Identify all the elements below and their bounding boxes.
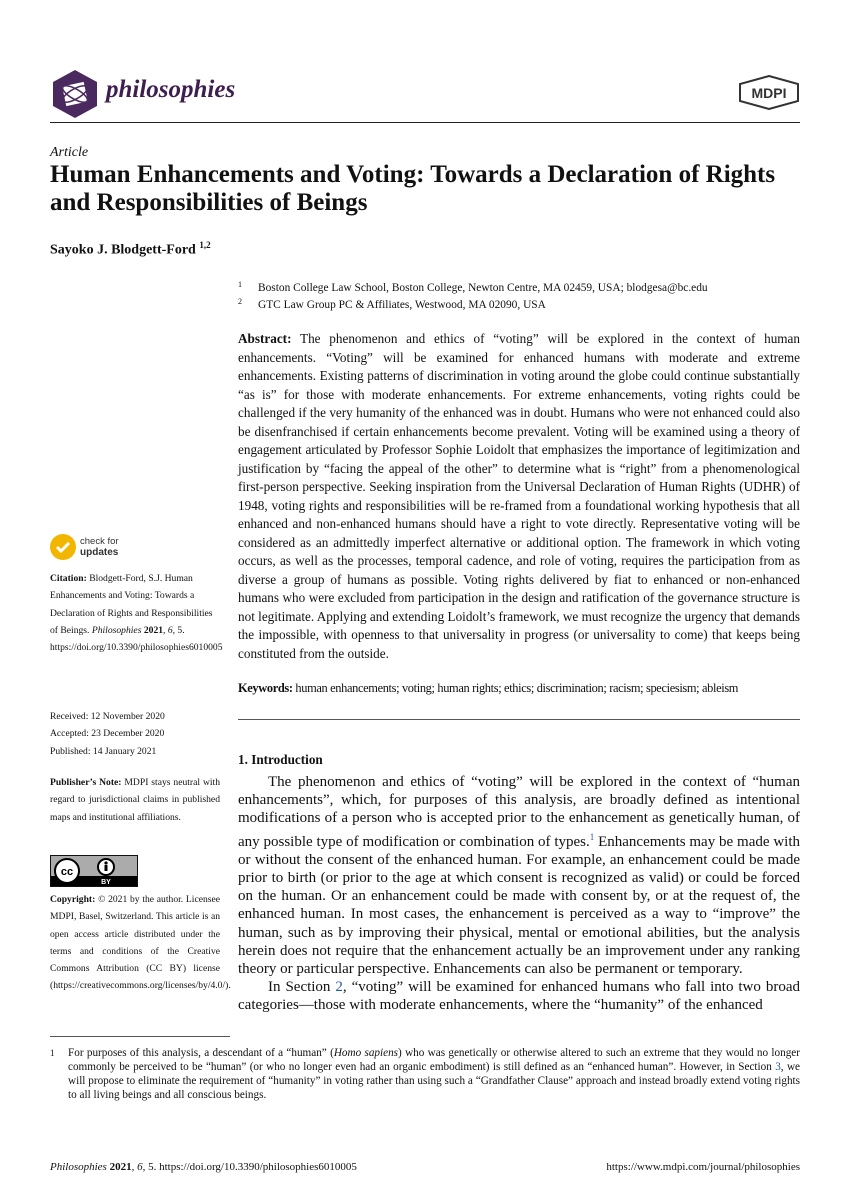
svg-text:BY: BY bbox=[101, 879, 111, 886]
header-rule bbox=[50, 122, 800, 123]
abstract-text: The phenomenon and ethics of “voting” will be explored in the context of human enhancements. “Voting” will be examined for enhanced humans with moderate and extreme enhancements. Existing patterns of discrimination in voting around the globe could continue substantially “as is” for those with moderate enhancements. For extreme enhancements, voting rights could be challenged if the very humanity of the enhanced was in doubt. Humans who were not enhanced could also be disenfranchised if certain enhancements become prevalent. Voting will be examined using a theory of engagement articulated by Professor Sophie Loidolt that emphasizes the importance of legitimization and justification by “facing the appeal of the other” to determine what is “right” from a phenomenological first-person perspective. Seeking inspiration from the Universal Declaration of Human Rights (UDHR) of 1948, voting rights and responsibilities will be re-framed from a foundational working hypothesis that all enhanced and non-enhanced humans should have a right to vote directly. Representative voting will be considered as an admittedly imperfect alternative or additional option. The framework in which voting occurs, as well as the processes, temporal cadence, and role of voting, requires the participation from as diverse a group of humans as possible. Voting rights delivered by fiat to enhanced or non-enhanced humans who were excluded from participation in the design and ratification of the governance structure is not legitimate. Applying and extending Loidolt’s framework, we must recognize the urgency that demands the impossible, with openness to that universality in progress (or universality to come) that keeps being constituted from the outside. bbox=[238, 331, 801, 661]
paragraph-1: The phenomenon and ethics of “voting” will be explored in the context of “human enhancements”, which, for purposes of this analysis, are broadly defined as intentional modifications of a person who is accepted prior to the enhancement as genetically human, of any possible type of modification or combination of types.$^1$ Enhancements may be made with or without the consent of the enhanced human. For example, an enhancement could be made prior to birth (or prior to the age at which consent is recognized as valid) or could be forced on the human. Or an enhancement could be made with consent by, or at the request of, the enhanced human. In most cases, the enhancement is perceived as a way to “improve” the human, such as by improving their physical, mental or emotional abilities, but the analysis herein does not require that the enhancement actually be an improvement under any ranking theory or particular perspective. Enhancements can also be permanent or temporary. bbox=[238, 774, 800, 978]
author-name[interactable]: Sayoko J. Blodgett-Ford $^{1,2}$ bbox=[50, 240, 211, 258]
citation-label: Citation: bbox=[50, 573, 87, 584]
dates-block bbox=[50, 708, 220, 760]
footer-journal-url[interactable]: https://www.mdpi.com/journal/philosophies bbox=[606, 1161, 800, 1173]
cc-by-license-badge[interactable] bbox=[50, 855, 138, 887]
copyright-block: Copyright: © 2021 by the author. Licensee MDPI, Basel, Switzerland. This article is an open access article distributed under the terms and conditions of the Creative Commons Attribution (CC BY) license (https://creativecommons.org/licenses/by/4.0/). bbox=[50, 894, 231, 992]
keywords-label: Keywords: bbox=[238, 681, 293, 695]
citation-block: Citation: Blodgett-Ford, S.J. Human Enhancements and Voting: Towards a Declaration of Rights and Responsibilities of Beings. Philosophies 2021, 6, 5. https://doi.org/10.3390/philosophies6010005 bbox=[50, 573, 223, 654]
article-type: Article bbox=[50, 145, 89, 160]
published-date: Published: 14 January 2021 bbox=[50, 745, 157, 757]
footnote: 1 For purposes of this analysis, a descendant of a “human” (Homo sapiens) who was genetically or otherwise altered to such an extreme that they would no longer commonly be perceived to be “human” (or who no longer even had an organic embodiment) is still defined as an “enhanced human”. However, in Section 3, we will propose to eliminate the requirement of “humanity” in voting rather than using such a “Grandfather Clause” approach and instead broadly extend voting rights to all living beings and all conscious beings. bbox=[50, 1047, 801, 1101]
abstract bbox=[238, 330, 800, 663]
journal-name[interactable]: philosophies bbox=[106, 76, 236, 103]
journal-logo-icon bbox=[50, 68, 100, 118]
article-title: Human Enhancements and Voting: Towards a Declaration of Rights and Responsibilities of Beings bbox=[50, 161, 776, 216]
publishers-note: Publisher’s Note: MDPI stays neutral with regard to jurisdictional claims in published maps and institutional affiliations. bbox=[50, 777, 220, 823]
accepted-date: Accepted: 23 December 2020 bbox=[50, 728, 165, 740]
citation-doi[interactable]: , 5. https://doi.org/10.3390/philosophies6010005 bbox=[50, 624, 223, 654]
section-2-link[interactable]: 2 bbox=[335, 979, 343, 996]
footer-citation[interactable]: Philosophies 2021, 6, 5. https://doi.org/10.3390/philosophies6010005 bbox=[50, 1161, 357, 1173]
svg-text:cc: cc bbox=[60, 866, 74, 878]
check-for-updates-button[interactable]: check for updates bbox=[50, 534, 180, 564]
abstract-label: Abstract: bbox=[238, 331, 292, 346]
check-icon bbox=[50, 534, 76, 560]
received-date: Received: 12 November 2020 bbox=[50, 711, 165, 722]
keywords: Keywords: human enhancements; voting; human rights; ethics; discrimination; racism; speciesism; ableism bbox=[238, 681, 739, 695]
mdpi-logo[interactable] bbox=[738, 75, 800, 110]
publisher-name: MDPI bbox=[751, 85, 787, 101]
paragraph-2: In Section 2, “voting” will be examined for enhanced humans who fall into two broad categories—those with moderate enhancements, where the “humanity” of the enhanced bbox=[238, 979, 800, 1014]
section-body bbox=[238, 773, 800, 1015]
keywords-rule bbox=[238, 719, 800, 720]
author-affiliation-sup: 1,2 bbox=[199, 240, 211, 250]
section-heading: 1. Introduction bbox=[238, 752, 323, 767]
section-3-link[interactable]: 3 bbox=[775, 1061, 781, 1073]
footnote-rule bbox=[50, 1036, 230, 1037]
footnote-number: 1 bbox=[50, 1048, 55, 1058]
affiliation-1: 1 Boston College Law School, Boston College, Newton Centre, MA 02459, USA; blodgesa@bc.edu bbox=[238, 280, 708, 294]
footnote-ref-1[interactable]: 1 bbox=[589, 831, 595, 842]
affiliation-2: 2 GTC Law Group PC & Affiliates, Westwood, MA 02090, USA bbox=[238, 297, 546, 311]
